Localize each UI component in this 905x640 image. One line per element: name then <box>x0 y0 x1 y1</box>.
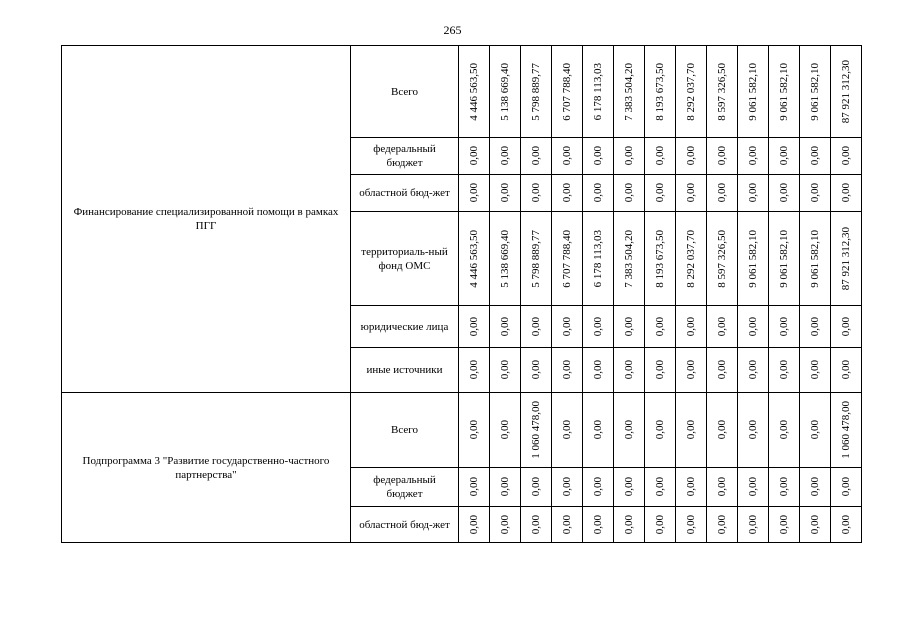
amount-cell <box>800 46 831 138</box>
amount-cell <box>676 306 707 348</box>
amount-value: 0,00 <box>468 514 480 535</box>
amount-cell <box>490 306 521 348</box>
amount-cell <box>800 468 831 507</box>
amount-cell <box>490 212 521 306</box>
amount-value: 8 193 673,50 <box>654 229 666 288</box>
amount-cell <box>738 468 769 507</box>
amount-value: 8 292 037,70 <box>685 229 697 288</box>
amount-cell <box>707 212 738 306</box>
amount-cell <box>614 175 645 212</box>
amount-cell <box>614 138 645 175</box>
amount-value: 0,00 <box>468 360 480 380</box>
amount-cell <box>583 393 614 468</box>
amount-cell <box>831 306 862 348</box>
funding-source: юридические лица <box>351 306 459 348</box>
amount-cell <box>676 175 707 212</box>
amount-cell <box>645 507 676 543</box>
amount-cell <box>552 138 583 175</box>
amount-value: 9 061 582,10 <box>747 229 759 288</box>
amount-cell <box>645 138 676 175</box>
amount-cell <box>521 175 552 212</box>
amount-cell <box>459 393 490 468</box>
amount-cell <box>738 46 769 138</box>
amount-cell <box>738 348 769 393</box>
program-name: Финансирование специализированной помощи в рамках ПГГ <box>62 46 351 393</box>
amount-cell <box>738 138 769 175</box>
amount-cell <box>707 393 738 468</box>
amount-cell <box>521 138 552 175</box>
amount-cell <box>459 175 490 212</box>
amount-value: 0,00 <box>499 146 511 166</box>
program-name: Подпрограмма 3 "Развитие государственно-частного партнерства" <box>62 393 351 543</box>
amount-cell <box>583 46 614 138</box>
amount-cell <box>676 393 707 468</box>
amount-value: 0,00 <box>747 514 759 535</box>
amount-value: 0,00 <box>530 316 542 337</box>
amount-value: 0,00 <box>654 146 666 166</box>
amount-value: 6 178 113,03 <box>592 62 604 121</box>
amount-value: 0,00 <box>685 316 697 337</box>
amount-value: 0,00 <box>809 146 821 166</box>
amount-value: 0,00 <box>809 360 821 380</box>
amount-value: 0,00 <box>778 360 790 380</box>
amount-value: 0,00 <box>778 420 790 440</box>
amount-cell <box>614 306 645 348</box>
amount-cell <box>738 306 769 348</box>
amount-cell <box>645 46 676 138</box>
amount-value: 0,00 <box>592 514 604 535</box>
amount-cell <box>552 212 583 306</box>
amount-cell <box>645 468 676 507</box>
amount-value: 0,00 <box>623 360 635 380</box>
amount-value: 0,00 <box>685 477 697 497</box>
amount-cell <box>738 393 769 468</box>
amount-cell <box>831 138 862 175</box>
amount-value: 0,00 <box>685 514 697 535</box>
amount-cell <box>707 175 738 212</box>
funding-source: Всего <box>351 393 459 468</box>
amount-cell <box>614 468 645 507</box>
amount-cell <box>521 306 552 348</box>
amount-value: 0,00 <box>468 316 480 337</box>
amount-value: 0,00 <box>499 183 511 203</box>
amount-cell <box>800 507 831 543</box>
amount-value: 0,00 <box>747 360 759 380</box>
amount-value: 0,00 <box>530 183 542 203</box>
amount-value: 0,00 <box>685 360 697 380</box>
amount-cell <box>800 348 831 393</box>
amount-cell <box>521 212 552 306</box>
amount-cell <box>614 393 645 468</box>
amount-value: 5 798 889,77 <box>530 229 542 288</box>
amount-value: 0,00 <box>716 316 728 337</box>
amount-value: 0,00 <box>716 514 728 535</box>
amount-cell <box>769 348 800 393</box>
amount-value: 0,00 <box>747 477 759 497</box>
amount-value: 0,00 <box>561 514 573 535</box>
amount-value: 0,00 <box>623 316 635 337</box>
amount-value: 0,00 <box>840 477 852 497</box>
amount-cell <box>831 212 862 306</box>
amount-cell <box>769 393 800 468</box>
amount-value: 6 707 788,40 <box>561 62 573 121</box>
amount-value: 7 383 504,20 <box>623 62 635 121</box>
amount-value: 0,00 <box>747 316 759 337</box>
amount-cell <box>707 468 738 507</box>
amount-value: 0,00 <box>592 316 604 337</box>
amount-value: 0,00 <box>561 360 573 380</box>
amount-value: 0,00 <box>654 477 666 497</box>
amount-value: 0,00 <box>530 146 542 166</box>
amount-value: 9 061 582,10 <box>778 62 790 121</box>
amount-value: 0,00 <box>654 514 666 535</box>
amount-value: 0,00 <box>747 183 759 203</box>
amount-cell <box>769 212 800 306</box>
amount-cell <box>831 46 862 138</box>
amount-value: 0,00 <box>654 183 666 203</box>
table-row <box>62 393 862 468</box>
amount-cell <box>552 175 583 212</box>
amount-cell <box>459 138 490 175</box>
amount-cell <box>831 175 862 212</box>
amount-cell <box>800 393 831 468</box>
amount-value: 0,00 <box>809 514 821 535</box>
amount-value: 0,00 <box>561 477 573 497</box>
amount-value: 0,00 <box>778 146 790 166</box>
amount-value: 1 060 478,00 <box>840 401 852 459</box>
amount-cell <box>769 175 800 212</box>
amount-value: 0,00 <box>623 420 635 440</box>
funding-source: территориаль-ный фонд ОМС <box>351 212 459 306</box>
amount-value: 7 383 504,20 <box>623 229 635 288</box>
amount-value: 0,00 <box>561 183 573 203</box>
amount-value: 0,00 <box>747 420 759 440</box>
amount-cell <box>831 507 862 543</box>
amount-cell <box>769 507 800 543</box>
amount-cell <box>769 138 800 175</box>
amount-cell <box>707 348 738 393</box>
amount-cell <box>645 393 676 468</box>
amount-cell <box>459 468 490 507</box>
funding-source: иные источники <box>351 348 459 393</box>
amount-cell <box>800 306 831 348</box>
amount-cell <box>459 348 490 393</box>
amount-value: 0,00 <box>623 477 635 497</box>
amount-cell <box>831 393 862 468</box>
amount-cell <box>552 46 583 138</box>
amount-cell <box>645 306 676 348</box>
amount-cell <box>769 306 800 348</box>
amount-value: 0,00 <box>592 183 604 203</box>
amount-value: 0,00 <box>747 146 759 166</box>
amount-value: 8 597 326,50 <box>716 62 728 121</box>
amount-cell <box>583 175 614 212</box>
amount-value: 0,00 <box>499 477 511 497</box>
amount-cell <box>707 306 738 348</box>
amount-cell <box>738 175 769 212</box>
amount-value: 6 178 113,03 <box>592 229 604 288</box>
amount-value: 0,00 <box>530 514 542 535</box>
amount-value: 0,00 <box>840 183 852 203</box>
amount-cell <box>583 306 614 348</box>
amount-value: 0,00 <box>592 477 604 497</box>
amount-cell <box>614 348 645 393</box>
funding-source: федеральный бюджет <box>351 138 459 175</box>
amount-cell <box>490 138 521 175</box>
amount-value: 8 292 037,70 <box>685 62 697 121</box>
amount-value: 0,00 <box>468 477 480 497</box>
amount-value: 0,00 <box>623 146 635 166</box>
amount-value: 0,00 <box>716 420 728 440</box>
amount-cell <box>552 468 583 507</box>
amount-cell <box>521 393 552 468</box>
amount-value: 0,00 <box>840 316 852 337</box>
amount-cell <box>614 46 645 138</box>
amount-value: 8 193 673,50 <box>654 62 666 121</box>
amount-cell <box>583 138 614 175</box>
amount-cell <box>676 46 707 138</box>
amount-value: 87 921 312,30 <box>840 59 852 124</box>
amount-cell <box>676 507 707 543</box>
amount-cell <box>707 507 738 543</box>
table-row <box>62 46 862 138</box>
amount-value: 0,00 <box>499 316 511 337</box>
amount-cell <box>645 175 676 212</box>
amount-cell <box>583 348 614 393</box>
amount-value: 0,00 <box>654 420 666 440</box>
amount-value: 9 061 582,10 <box>809 229 821 288</box>
amount-value: 0,00 <box>592 146 604 166</box>
amount-value: 0,00 <box>778 477 790 497</box>
amount-cell <box>800 212 831 306</box>
amount-cell <box>521 468 552 507</box>
amount-cell <box>831 348 862 393</box>
amount-cell <box>738 507 769 543</box>
amount-value: 0,00 <box>623 183 635 203</box>
amount-value: 0,00 <box>592 420 604 440</box>
amount-value: 0,00 <box>561 146 573 166</box>
table-body <box>62 46 862 543</box>
amount-cell <box>676 138 707 175</box>
funding-source: федеральный бюджет <box>351 468 459 507</box>
amount-value: 0,00 <box>778 514 790 535</box>
amount-cell <box>490 46 521 138</box>
amount-cell <box>769 46 800 138</box>
amount-cell <box>490 175 521 212</box>
amount-cell <box>769 468 800 507</box>
amount-value: 0,00 <box>499 360 511 380</box>
amount-value: 0,00 <box>840 146 852 166</box>
amount-value: 0,00 <box>778 316 790 337</box>
amount-cell <box>614 507 645 543</box>
amount-value: 0,00 <box>809 477 821 497</box>
amount-value: 0,00 <box>468 146 480 166</box>
amount-value: 0,00 <box>685 420 697 440</box>
amount-value: 0,00 <box>809 183 821 203</box>
amount-cell <box>676 348 707 393</box>
amount-value: 5 798 889,77 <box>530 62 542 121</box>
amount-value: 0,00 <box>468 183 480 203</box>
amount-value: 0,00 <box>530 477 542 497</box>
amount-cell <box>459 46 490 138</box>
amount-cell <box>459 212 490 306</box>
amount-value: 5 138 669,40 <box>499 229 511 288</box>
funding-source: областной бюд-жет <box>351 507 459 543</box>
amount-cell <box>614 212 645 306</box>
amount-value: 8 597 326,50 <box>716 229 728 288</box>
amount-cell <box>800 138 831 175</box>
amount-cell <box>707 138 738 175</box>
amount-value: 0,00 <box>716 360 728 380</box>
amount-value: 0,00 <box>840 360 852 380</box>
amount-cell <box>707 46 738 138</box>
amount-cell <box>676 468 707 507</box>
amount-cell <box>583 212 614 306</box>
amount-value: 0,00 <box>809 316 821 337</box>
amount-cell <box>645 348 676 393</box>
amount-value: 5 138 669,40 <box>499 62 511 121</box>
amount-value: 0,00 <box>623 514 635 535</box>
amount-value: 0,00 <box>716 146 728 166</box>
amount-value: 9 061 582,10 <box>809 62 821 121</box>
amount-value: 0,00 <box>499 514 511 535</box>
funding-source: областной бюд-жет <box>351 175 459 212</box>
amount-cell <box>583 468 614 507</box>
amount-value: 0,00 <box>561 420 573 440</box>
funding-source: Всего <box>351 46 459 138</box>
amount-value: 0,00 <box>685 183 697 203</box>
financing-table <box>61 45 862 543</box>
amount-cell <box>800 175 831 212</box>
amount-value: 9 061 582,10 <box>778 229 790 288</box>
amount-value: 0,00 <box>716 477 728 497</box>
amount-cell <box>831 468 862 507</box>
amount-value: 0,00 <box>561 316 573 337</box>
amount-cell <box>645 212 676 306</box>
amount-value: 6 707 788,40 <box>561 229 573 288</box>
amount-value: 4 446 563,50 <box>468 229 480 288</box>
amount-cell <box>490 507 521 543</box>
amount-cell <box>521 348 552 393</box>
amount-cell <box>552 393 583 468</box>
amount-value: 0,00 <box>499 420 511 440</box>
amount-cell <box>583 507 614 543</box>
amount-cell <box>490 348 521 393</box>
amount-value: 0,00 <box>654 316 666 337</box>
amount-value: 1 060 478,00 <box>530 401 542 459</box>
amount-value: 0,00 <box>468 420 480 440</box>
amount-cell <box>521 507 552 543</box>
page-number: 265 <box>443 23 462 37</box>
amount-cell <box>459 306 490 348</box>
amount-value: 0,00 <box>809 420 821 440</box>
amount-cell <box>738 212 769 306</box>
amount-value: 0,00 <box>592 360 604 380</box>
amount-value: 0,00 <box>530 360 542 380</box>
amount-cell <box>552 348 583 393</box>
amount-cell <box>521 46 552 138</box>
amount-value: 9 061 582,10 <box>747 62 759 121</box>
amount-value: 0,00 <box>716 183 728 203</box>
amount-value: 87 921 312,30 <box>840 226 852 291</box>
amount-value: 0,00 <box>654 360 666 380</box>
amount-cell <box>459 507 490 543</box>
amount-value: 0,00 <box>685 146 697 166</box>
amount-value: 0,00 <box>778 183 790 203</box>
amount-cell <box>676 212 707 306</box>
amount-cell <box>490 468 521 507</box>
amount-cell <box>552 507 583 543</box>
amount-cell <box>552 306 583 348</box>
amount-value: 4 446 563,50 <box>468 62 480 121</box>
amount-value: 0,00 <box>840 514 852 535</box>
amount-cell <box>490 393 521 468</box>
